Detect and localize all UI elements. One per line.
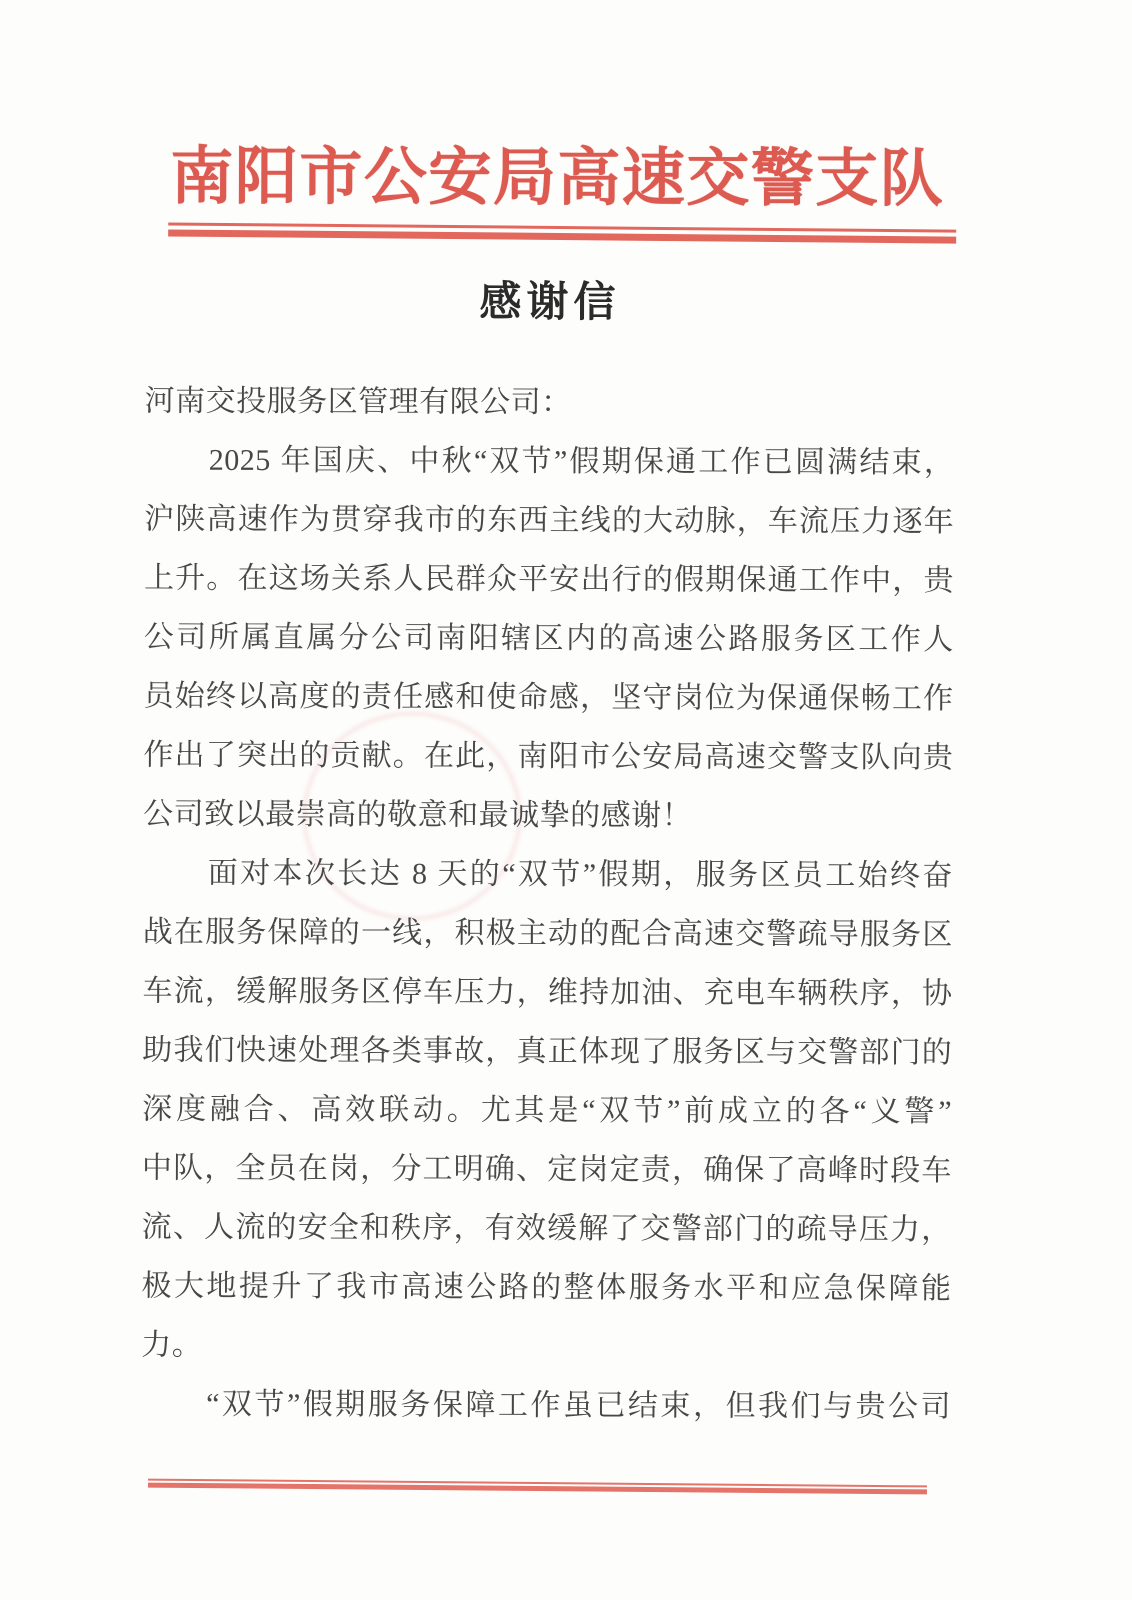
footer-divider [148,1479,927,1495]
letter-line: 助我们快速处理各类事故，真正体现了服务区与交警部门的 [142,1033,953,1070]
letter-line: 极大地提升了我市高速公路的整体服务水平和应急保障能 [141,1269,952,1306]
letter-line: 中队，全员在岗，分工明确、定岗定责，确保了高峰时段车 [141,1151,952,1188]
letter-body [141,372,955,1437]
letter-line: 战在服务保障的一线，积极主动的配合高速交警疏导服务区 [142,915,953,952]
letter-line: 员始终以高度的责任感和使命感，坚守岗位为保通保畅工作 [143,679,954,716]
letterhead-title: 南阳市公安局高速交警支队 [170,141,945,215]
letter-line: 深度融合、高效联动。尤其是“双节”前成立的各“义警” [142,1092,953,1129]
letter-line: 作出了突出的贡献。在此，南阳市公安局高速交警支队向贵 [143,738,954,775]
letter-line: 公司所属直属分公司南阳辖区内的高速公路服务区工作人 [143,620,954,657]
letter-line: 河南交投服务区管理有限公司： [144,384,572,420]
letter-line: 流、人流的安全和秩序，有效缓解了交警部门的疏导压力， [141,1210,952,1247]
letter-line: 面对本次长达 8 天的“双节”假期，服务区员工始终奋 [142,856,954,893]
letter-line: 上升。在这场关系人民群众平安出行的假期保通工作中，贵 [143,561,955,598]
letter-line: 车流，缓解服务区停车压力，维持加油、充电车辆秩序，协 [142,974,953,1011]
letter-line: 2025 年国庆、中秋“双节”假期保通工作已圆满结束， [144,443,955,480]
letter-line: 力。 [141,1328,203,1362]
letter-content [141,0,956,1436]
document-title: 感谢信 [479,279,621,327]
letter-line: 沪陕高速作为贯穿我市的东西主线的大动脉，车流压力逐年 [144,502,955,539]
letter-line: 公司致以最崇高的敬意和最诚挚的感谢！ [143,797,693,833]
letterhead-divider [168,222,956,243]
letter-line: “双节”假期服务保障工作虽已结束，但我们与贵公司 [141,1387,952,1424]
